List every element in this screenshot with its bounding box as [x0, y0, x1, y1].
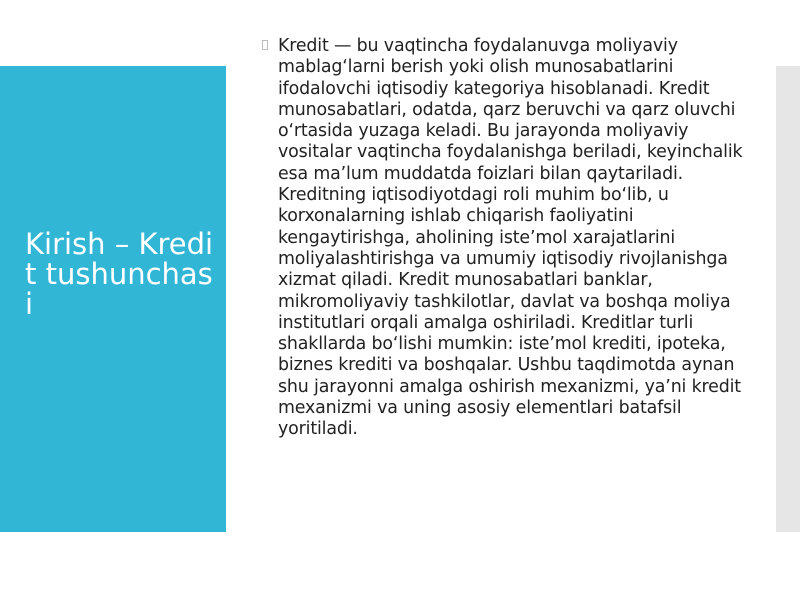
slide-title: Kirish – Kredit tushunchasi	[25, 227, 214, 321]
right-accent-bar	[776, 66, 800, 532]
slide-content	[262, 36, 752, 441]
bullet-item	[262, 36, 752, 441]
bullet-text: Kredit — bu vaqtincha foydalanuvga moliyaviy mablag‘larni berish yoki olish munosabatlarini ifodalovchi iqtisodiy kategoriya hisoblanadi. Kredit munosabatlari, odatda, qarz beruvchi va qarz oluvchi o‘rtasida yuzaga keladi. Bu jarayonda moliyaviy vositalar vaqtincha foydalanishga beriladi, keyinchalik esa ma’lum muddatda foizlari bilan qaytariladi. Kreditning iqtisodiyotdagi roli muhim bo‘lib, u korxonalarning ishlab chiqarish faoliyatini kengaytirishga, aholining iste’mol xarajatlarini moliyalashtirishga va umumiy iqtisodiy rivojlanishga xizmat qiladi. Kredit munosabatlari banklar, mikromoliyaviy tashkilotlar, davlat va boshqa moliya institutlari orqali amalga oshiriladi. Kreditlar turli shakllarda bo‘lishi mumkin: iste’mol krediti, ipoteka, biznes krediti va boshqalar. Ushbu taqdimotda aynan shu jarayonni amalga oshirish mexanizmi, ya’ni kredit mexanizmi va uning asosiy elementlari batafsil yoritiladi.	[278, 36, 743, 440]
bullet-square-icon	[262, 40, 268, 50]
